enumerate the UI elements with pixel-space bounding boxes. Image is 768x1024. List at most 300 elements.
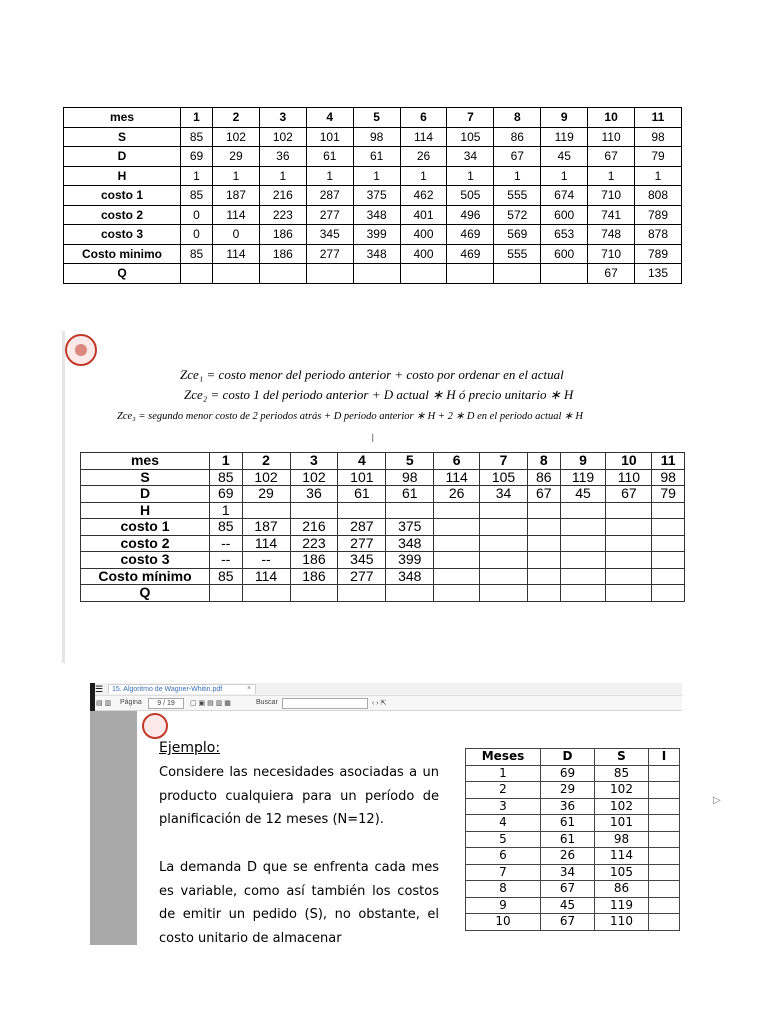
table-cell: 469 <box>447 225 494 245</box>
header-cell: 2 <box>242 453 290 470</box>
table-cell <box>528 519 561 536</box>
document-tab[interactable]: 15. Algoritmo de Wagner-Whitin.pdf <box>108 684 256 694</box>
table-cell <box>434 502 480 519</box>
text-cursor-icon: I <box>371 431 375 445</box>
table-cell <box>480 568 528 585</box>
table-cell: 400 <box>400 225 447 245</box>
example-heading: Ejemplo: <box>159 740 221 756</box>
table-cell <box>528 552 561 569</box>
header-cell: 10 <box>606 453 652 470</box>
table-cell <box>338 585 386 602</box>
table-row <box>64 166 682 186</box>
row-label-cell: 10 <box>466 914 541 931</box>
table-cell: 105 <box>595 864 649 881</box>
menu-icon[interactable]: ☰ <box>95 684 104 694</box>
table-cell: 85 <box>181 186 213 206</box>
table-cell: 572 <box>494 205 541 225</box>
header-cell: I <box>649 749 680 766</box>
header-cell: S <box>595 749 649 766</box>
table-cell <box>560 519 606 536</box>
table-cell: 555 <box>494 186 541 206</box>
table-cell <box>560 502 606 519</box>
table-cell: 1 <box>447 166 494 186</box>
table-cell <box>649 782 680 799</box>
table-row <box>64 186 682 206</box>
table-cell: 1 <box>541 166 588 186</box>
row-label-cell: 1 <box>466 765 541 782</box>
table-cell <box>213 264 260 284</box>
table-cell: 98 <box>595 831 649 848</box>
table-cell: 1 <box>353 166 400 186</box>
row-label-cell: S <box>81 469 210 486</box>
table-cell: 98 <box>386 469 434 486</box>
table-cell: 223 <box>259 205 306 225</box>
table-row <box>466 881 680 898</box>
table-row <box>466 815 680 832</box>
table-cell: 34 <box>541 864 595 881</box>
table-cell: 1 <box>213 166 260 186</box>
table-row <box>81 519 685 536</box>
table-cell: 79 <box>635 147 682 167</box>
table-cell: 469 <box>447 244 494 264</box>
header-cell: D <box>541 749 595 766</box>
table-cell: 348 <box>353 205 400 225</box>
search-label: Buscar <box>256 699 278 706</box>
table-cell: 1 <box>588 166 635 186</box>
row-label-cell: 6 <box>466 848 541 865</box>
table-cell: -- <box>210 552 243 569</box>
header-cell: 5 <box>353 108 400 128</box>
table-cell <box>242 585 290 602</box>
table-row <box>81 535 685 552</box>
table-cell: 277 <box>338 535 386 552</box>
table-header-row <box>64 108 682 128</box>
header-cell: 8 <box>528 453 561 470</box>
table-cell: 61 <box>541 831 595 848</box>
table-cell: 69 <box>541 765 595 782</box>
table-cell: 114 <box>595 848 649 865</box>
table-cell: 1 <box>400 166 447 186</box>
table-cell: 102 <box>595 798 649 815</box>
row-label-cell: 3 <box>466 798 541 815</box>
table-cell <box>480 585 528 602</box>
header-cell: 8 <box>494 108 541 128</box>
table-cell: 36 <box>259 147 306 167</box>
table-cell: 277 <box>306 205 353 225</box>
table-cell: 61 <box>306 147 353 167</box>
table-row <box>81 469 685 486</box>
table-cell <box>290 585 338 602</box>
header-cell: 5 <box>386 453 434 470</box>
table-cell: 496 <box>447 205 494 225</box>
table-cell <box>649 815 680 832</box>
table-cell <box>480 535 528 552</box>
row-label-cell: Costo mínimo <box>81 568 210 585</box>
row-label-cell: H <box>64 166 181 186</box>
table-cell: -- <box>242 552 290 569</box>
table-cell <box>447 264 494 284</box>
table-cell <box>560 552 606 569</box>
table-cell: 67 <box>588 147 635 167</box>
table-cell: 61 <box>386 486 434 503</box>
table-cell: 110 <box>606 469 652 486</box>
table-cell: 86 <box>494 127 541 147</box>
row-label-cell: Costo minimo <box>64 244 181 264</box>
row-label-cell: 7 <box>466 864 541 881</box>
university-logo <box>65 334 97 366</box>
table-cell: 1 <box>210 502 243 519</box>
table-cell: 85 <box>210 568 243 585</box>
table-cell <box>480 552 528 569</box>
table-cell <box>606 519 652 536</box>
table-cell <box>210 585 243 602</box>
table-cell <box>560 535 606 552</box>
table-row <box>81 585 685 602</box>
table-cell: 277 <box>338 568 386 585</box>
table-cell: 79 <box>652 486 685 503</box>
table-cell: 36 <box>290 486 338 503</box>
header-cell: 2 <box>213 108 260 128</box>
table-cell: 69 <box>210 486 243 503</box>
table-cell <box>434 519 480 536</box>
table-cell: 102 <box>213 127 260 147</box>
table-cell <box>649 848 680 865</box>
table-cell <box>338 502 386 519</box>
table-cell <box>606 585 652 602</box>
table-cell: 348 <box>386 568 434 585</box>
zoom-controls-icon[interactable]: ▢ ▣ ▤ ▥ ▦ <box>190 700 231 707</box>
formula-zce3: Zce₃ = segundo menor costo de 2 periodos atrás + D periodo anterior ∗ H + 2 ∗ D en el periodo actual ∗ H <box>117 411 584 422</box>
table-cell: 375 <box>386 519 434 536</box>
table-row <box>81 552 685 569</box>
panel-edge <box>62 331 65 663</box>
table-cell: 348 <box>386 535 434 552</box>
table-cell: 85 <box>181 127 213 147</box>
table-cell: 86 <box>595 881 649 898</box>
table-cell <box>606 535 652 552</box>
table-cell: 67 <box>606 486 652 503</box>
table-row <box>64 244 682 264</box>
table-cell: 1 <box>259 166 306 186</box>
table-cell: 26 <box>400 147 447 167</box>
table-cell: 348 <box>353 244 400 264</box>
table-cell: 61 <box>541 815 595 832</box>
table-cell <box>353 264 400 284</box>
row-label-cell: costo 2 <box>81 535 210 552</box>
table-cell <box>528 568 561 585</box>
table-cell: -- <box>210 535 243 552</box>
table-cell: 375 <box>353 186 400 206</box>
close-tab-icon[interactable]: × <box>247 685 252 692</box>
table-cell <box>652 535 685 552</box>
table-cell <box>649 798 680 815</box>
table-cell: 45 <box>560 486 606 503</box>
table-cell: 101 <box>595 815 649 832</box>
table-row <box>81 486 685 503</box>
table-row <box>466 782 680 799</box>
table-cell <box>181 264 213 284</box>
table-cell <box>652 585 685 602</box>
table-cell: 741 <box>588 205 635 225</box>
table-cell: 114 <box>213 244 260 264</box>
table-cell: 114 <box>242 568 290 585</box>
table-cell: 277 <box>306 244 353 264</box>
row-label-cell: 4 <box>466 815 541 832</box>
table-cell <box>528 502 561 519</box>
table-cell: 399 <box>353 225 400 245</box>
table-cell <box>290 502 338 519</box>
page-number-input[interactable]: 9 / 19 <box>148 698 184 709</box>
table-cell: 26 <box>541 848 595 865</box>
header-cell: 7 <box>480 453 528 470</box>
table-cell: 186 <box>290 552 338 569</box>
table-cell: 223 <box>290 535 338 552</box>
table-row <box>64 225 682 245</box>
header-cell: mes <box>64 108 181 128</box>
table-row <box>64 147 682 167</box>
table-cell <box>386 585 434 602</box>
table-cell <box>242 502 290 519</box>
print-icon[interactable]: ▤ ▥ <box>96 700 112 707</box>
table-cell <box>652 568 685 585</box>
table-cell <box>606 568 652 585</box>
search-nav-icons[interactable]: ‹ › ⇱ <box>372 700 387 707</box>
formula-zce1: Zce₁ = costo menor del periodo anterior + costo por ordenar en el actual <box>180 367 564 382</box>
table-cell <box>494 264 541 284</box>
viewer-titlebar <box>90 683 682 696</box>
table-cell: 114 <box>213 205 260 225</box>
header-cell: mes <box>81 453 210 470</box>
slide-cost-table <box>80 452 685 602</box>
table-cell: 878 <box>635 225 682 245</box>
table-row <box>466 914 680 931</box>
table-cell: 600 <box>541 205 588 225</box>
table-cell: 102 <box>242 469 290 486</box>
table-cell: 26 <box>434 486 480 503</box>
table-cell: 748 <box>588 225 635 245</box>
table-cell: 462 <box>400 186 447 206</box>
table-cell: 135 <box>635 264 682 284</box>
table-cell: 110 <box>595 914 649 931</box>
table-cell: 0 <box>181 225 213 245</box>
table-row <box>466 765 680 782</box>
table-cell: 61 <box>338 486 386 503</box>
row-label-cell: H <box>81 502 210 519</box>
header-cell: Meses <box>466 749 541 766</box>
slide-panel <box>62 331 682 663</box>
row-label-cell: S <box>64 127 181 147</box>
row-label-cell: costo 2 <box>64 205 181 225</box>
row-label-cell: Q <box>81 585 210 602</box>
table-cell <box>560 568 606 585</box>
table-cell: 85 <box>595 765 649 782</box>
row-label-cell: 9 <box>466 897 541 914</box>
table-cell <box>528 585 561 602</box>
table-cell: 1 <box>494 166 541 186</box>
table-cell: 85 <box>210 519 243 536</box>
cost-summary-table <box>63 107 682 284</box>
table-cell: 653 <box>541 225 588 245</box>
table-row <box>64 205 682 225</box>
table-cell: 600 <box>541 244 588 264</box>
table-cell: 187 <box>213 186 260 206</box>
table-cell <box>480 502 528 519</box>
pdf-viewer <box>90 683 721 946</box>
table-cell: 674 <box>541 186 588 206</box>
header-cell: 9 <box>541 108 588 128</box>
header-cell: 6 <box>400 108 447 128</box>
table-cell: 1 <box>306 166 353 186</box>
table-cell: 401 <box>400 205 447 225</box>
table-cell: 67 <box>528 486 561 503</box>
table-cell <box>649 897 680 914</box>
formula-zce2: Zce₂ = costo 1 del periodo anterior + D actual ∗ H ó precio unitario ∗ H <box>184 387 574 402</box>
table-cell: 345 <box>338 552 386 569</box>
table-cell: 67 <box>541 914 595 931</box>
table-header-row <box>466 749 680 766</box>
table-cell: 789 <box>635 244 682 264</box>
table-cell: 808 <box>635 186 682 206</box>
table-cell <box>652 552 685 569</box>
table-row <box>81 502 685 519</box>
table-cell <box>541 264 588 284</box>
pdf-page <box>137 711 721 946</box>
table-cell: 101 <box>306 127 353 147</box>
table-cell: 85 <box>181 244 213 264</box>
table-cell <box>434 552 480 569</box>
header-cell: 11 <box>652 453 685 470</box>
table-cell <box>652 519 685 536</box>
table-cell: 114 <box>400 127 447 147</box>
table-cell: 61 <box>353 147 400 167</box>
university-logo <box>142 713 168 739</box>
header-cell: 1 <box>181 108 213 128</box>
table-cell: 569 <box>494 225 541 245</box>
header-cell: 3 <box>290 453 338 470</box>
header-cell: 4 <box>338 453 386 470</box>
table-cell: 67 <box>541 881 595 898</box>
table-header-row <box>81 453 685 470</box>
table-cell: 34 <box>480 486 528 503</box>
viewer-sidebar <box>90 711 137 945</box>
example-paragraph-1: Considere las necesidades asociadas a un producto cualquiera para un período de planificación de 12 meses (N=12). <box>159 765 439 827</box>
table-cell: 29 <box>242 486 290 503</box>
table-row <box>466 864 680 881</box>
row-label-cell: 5 <box>466 831 541 848</box>
table-cell <box>259 264 306 284</box>
table-cell: 186 <box>290 568 338 585</box>
table-cell: 287 <box>338 519 386 536</box>
table-row <box>81 568 685 585</box>
table-cell: 399 <box>386 552 434 569</box>
demand-cost-table <box>465 748 680 931</box>
header-cell: 9 <box>560 453 606 470</box>
search-input[interactable] <box>282 698 368 709</box>
table-row <box>64 127 682 147</box>
row-label-cell: D <box>64 147 181 167</box>
table-cell: 119 <box>541 127 588 147</box>
table-cell: 0 <box>213 225 260 245</box>
table-cell: 400 <box>400 244 447 264</box>
table-cell: 0 <box>181 205 213 225</box>
row-label-cell: 8 <box>466 881 541 898</box>
table-cell: 187 <box>242 519 290 536</box>
header-cell: 4 <box>306 108 353 128</box>
table-cell <box>606 552 652 569</box>
table-cell: 45 <box>541 897 595 914</box>
table-row <box>466 897 680 914</box>
table-cell: 85 <box>210 469 243 486</box>
table-row <box>64 264 682 284</box>
table-cell: 34 <box>447 147 494 167</box>
table-cell: 216 <box>259 186 306 206</box>
table-cell <box>649 864 680 881</box>
table-cell: 345 <box>306 225 353 245</box>
page-label: Página <box>120 699 142 706</box>
table-cell: 29 <box>541 782 595 799</box>
table-cell: 1 <box>635 166 682 186</box>
viewer-toolbar <box>90 696 682 711</box>
table-cell: 216 <box>290 519 338 536</box>
table-cell: 1 <box>181 166 213 186</box>
table-row <box>466 831 680 848</box>
table-cell: 789 <box>635 205 682 225</box>
header-cell: 3 <box>259 108 306 128</box>
table-cell: 110 <box>588 127 635 147</box>
table-cell: 101 <box>338 469 386 486</box>
table-cell <box>386 502 434 519</box>
table-cell: 119 <box>595 897 649 914</box>
table-cell: 36 <box>541 798 595 815</box>
row-label-cell: 2 <box>466 782 541 799</box>
table-cell: 710 <box>588 244 635 264</box>
header-cell: 6 <box>434 453 480 470</box>
table-cell: 555 <box>494 244 541 264</box>
header-cell: 10 <box>588 108 635 128</box>
table-cell <box>560 585 606 602</box>
row-label-cell: Q <box>64 264 181 284</box>
table-cell: 98 <box>353 127 400 147</box>
table-cell <box>306 264 353 284</box>
table-cell: 67 <box>588 264 635 284</box>
table-cell: 29 <box>213 147 260 167</box>
row-label-cell: costo 3 <box>81 552 210 569</box>
table-cell: 98 <box>652 469 685 486</box>
table-cell <box>434 568 480 585</box>
table-cell <box>480 519 528 536</box>
table-row <box>466 848 680 865</box>
table-cell <box>434 585 480 602</box>
table-cell <box>528 535 561 552</box>
table-cell: 102 <box>290 469 338 486</box>
table-cell: 505 <box>447 186 494 206</box>
header-cell: 1 <box>210 453 243 470</box>
row-label-cell: costo 1 <box>64 186 181 206</box>
mouse-cursor-icon: ▷ <box>713 795 721 806</box>
table-cell: 186 <box>259 225 306 245</box>
table-cell: 45 <box>541 147 588 167</box>
table-cell <box>434 535 480 552</box>
header-cell: 11 <box>635 108 682 128</box>
table-cell <box>652 502 685 519</box>
table-cell: 186 <box>259 244 306 264</box>
table-cell: 102 <box>595 782 649 799</box>
table-cell: 710 <box>588 186 635 206</box>
table-cell <box>649 765 680 782</box>
table-cell: 105 <box>480 469 528 486</box>
table-cell: 114 <box>434 469 480 486</box>
table-cell <box>649 831 680 848</box>
